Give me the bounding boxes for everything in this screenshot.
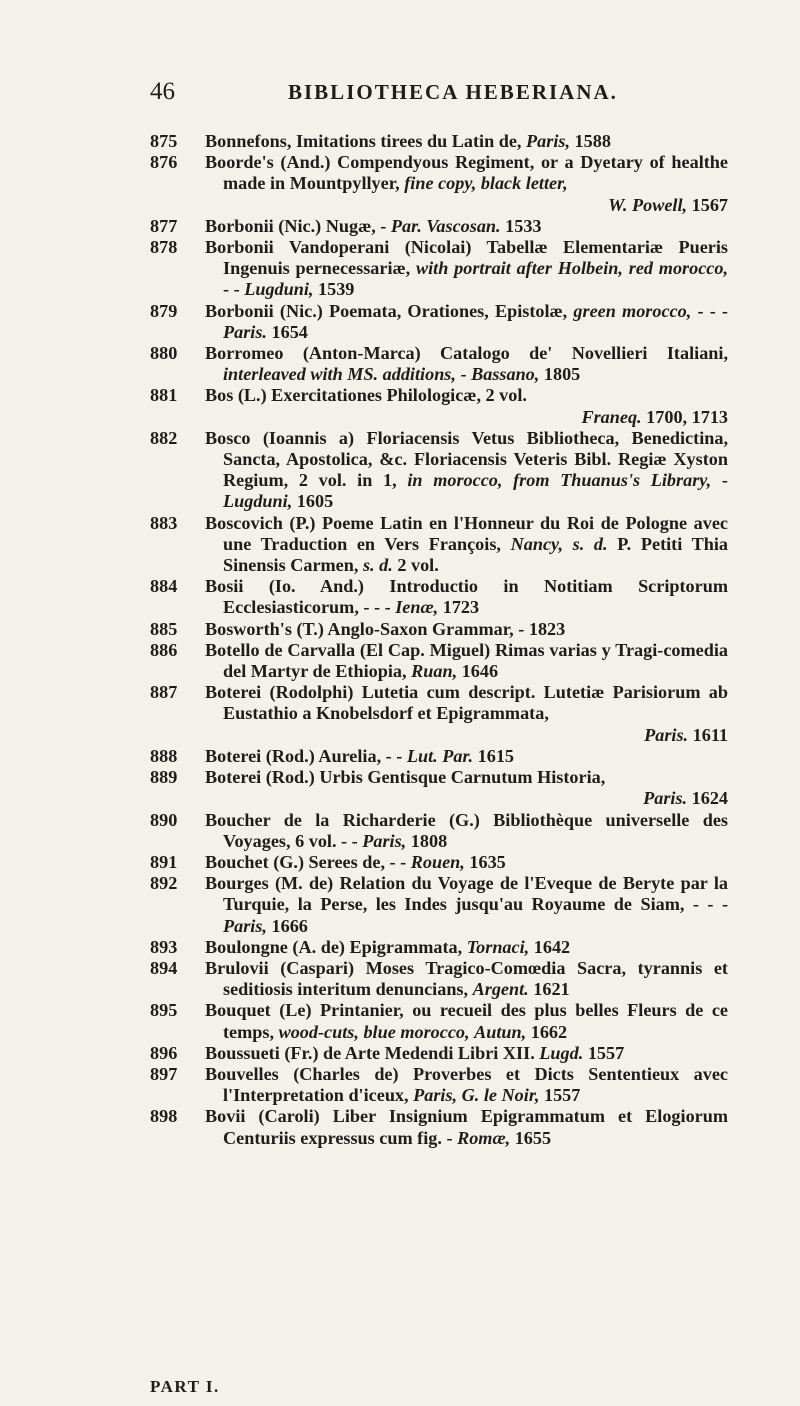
- entry-italic-text: Ruan,: [411, 661, 458, 682]
- entry-number: 893: [150, 936, 178, 957]
- catalogue-entry: [150, 958, 728, 1000]
- entry-text-run: 1635: [464, 851, 506, 872]
- catalogue-entry: [150, 576, 728, 618]
- entry-text: [205, 852, 728, 873]
- entry-text-run: Bonnefons, Imitations tirees du Latin de,: [205, 131, 527, 151]
- entry-number: 887: [150, 682, 178, 703]
- entry-text-run: 1557: [539, 1085, 581, 1106]
- entry-italic-text: fine copy, black letter,: [404, 173, 568, 194]
- entry-text-run: Bosworth's (T.) Anglo-Saxon Grammar, - 1823: [205, 618, 566, 639]
- catalogue-entries: [150, 131, 728, 1149]
- catalogue-entry: [150, 343, 728, 385]
- entry-text: [205, 513, 728, 577]
- entry-text: [205, 640, 728, 682]
- entry-number: 883: [150, 512, 178, 533]
- entry-italic-text: Paris.: [643, 788, 688, 809]
- entry-text-run: Brulovii (Caspari) Moses Tragico-Comœdia Sacra, tyrannis et seditiosis interitum denuncians,: [205, 957, 728, 1000]
- entry-text: [205, 873, 728, 937]
- entry-italic-text: Par. Vascosan.: [390, 215, 501, 236]
- running-head: [150, 78, 720, 112]
- catalogue-entry: [150, 682, 728, 746]
- entry-text-run: Bos (L.) Exercitationes Philologicæ, 2 vol.: [205, 385, 527, 406]
- entry-text-run: Bourges (M. de) Relation du Voyage de l'Eveque de Beryte par la Turquie, la Perse, les Indes jusqu'au Royaume de Siam, - - -: [205, 873, 728, 915]
- entry-text-run: Boucher de la Richarderie (G.) Bibliothèque universelle des Voyages, 6 vol. - -: [205, 809, 728, 851]
- entry-text-run: 1646: [457, 661, 499, 682]
- entry-text-run: P. Petiti Thia Sinensis Carmen,: [223, 533, 729, 576]
- entry-text: [205, 237, 728, 301]
- catalogue-entry: [150, 152, 728, 216]
- entry-number: 894: [150, 957, 178, 978]
- entry-text: [205, 1043, 728, 1064]
- entry-text: [205, 343, 728, 385]
- entry-number: 881: [150, 385, 178, 406]
- entry-text-run: Boussueti (Fr.) de Arte Medendi Libri XII.: [205, 1042, 540, 1063]
- entry-italic-text: Paris,: [526, 131, 570, 151]
- entry-text: [205, 576, 728, 618]
- entry-text: [205, 216, 728, 237]
- entry-italic-text: Tornaci,: [466, 936, 530, 957]
- catalogue-entry: [150, 513, 728, 577]
- entry-number: 886: [150, 639, 178, 660]
- entry-number: 885: [150, 618, 178, 639]
- entry-number: 892: [150, 873, 178, 894]
- entry-text-run: Borromeo (Anton-Marca) Catalogo de' Novellieri Italiani,: [205, 343, 728, 364]
- entry-italic-text: wood-cuts, blue morocco,: [278, 1021, 470, 1042]
- entry-italic-text: Paris.: [223, 321, 267, 342]
- catalogue-entry: [150, 767, 728, 809]
- entry-text-run: Borbonii (Nic.) Nugæ, -: [205, 215, 391, 236]
- entry-text-run: Boterei (Rodolphi) Lutetia cum descript. Lutetiæ Parisiorum ab Eustathio a Knobelsdorf et Epigrammata,: [205, 682, 728, 724]
- entry-number: 876: [150, 152, 178, 173]
- catalogue-entry: [150, 216, 728, 237]
- entry-text-run: Boterei (Rod.) Aurelia, - -: [205, 745, 407, 766]
- entry-text-run: 1654: [266, 321, 308, 342]
- entry-text-run: Bosco (Ioannis a) Floriacensis Vetus Bibliotheca, Benedictina, Sancta, Apostolica, &c. Floriacensis Veteris Bibl. Regiæ Xyston Regium, 2 vol. in 1,: [205, 427, 728, 491]
- entry-text-run: 1700, 1713: [641, 406, 728, 427]
- catalogue-entry: [150, 619, 728, 640]
- entry-italic-text: Argent.: [472, 979, 529, 1000]
- entry-text-run: 1533: [500, 215, 542, 236]
- entry-italic-text: Paris.: [644, 724, 689, 745]
- entry-text: [205, 428, 728, 513]
- entry-italic-text: Lugduni,: [244, 279, 314, 300]
- entry-number: 888: [150, 745, 178, 766]
- entry-text-run: 1666: [266, 915, 308, 936]
- entry-italic-text: Franeq.: [581, 406, 642, 427]
- entry-text-run: 1655: [510, 1127, 552, 1148]
- entry-italic-text: Rouen,: [410, 851, 465, 872]
- entry-text: [205, 682, 728, 746]
- entry-italic-text: Paris,: [362, 830, 407, 851]
- entry-italic-text: Ienæ,: [395, 597, 439, 618]
- entry-text-run: 1624: [687, 788, 728, 809]
- catalogue-entry: [150, 873, 728, 937]
- entry-text-run: 1539: [313, 279, 355, 300]
- entry-italic-text: Lugd.: [539, 1042, 584, 1063]
- entry-text-run: Boterei (Rod.) Urbis Gentisque Carnutum Historia,: [205, 767, 606, 788]
- catalogue-entry: [150, 131, 728, 152]
- entry-text-run: Bovii (Caroli) Liber Insignium Epigrammatum et Elogiorum Centuriis expressus cum fig. -: [205, 1106, 728, 1148]
- entry-italic-text: with portrait after Holbein, red morocco,: [416, 258, 728, 279]
- entry-text-run: 2 vol.: [392, 555, 439, 576]
- entry-imprint: [223, 407, 728, 428]
- entry-text-run: -: [455, 364, 472, 385]
- entry-text-run: Borbonii Vandoperani (Nicolai) Tabellæ Elementariæ Pueris Ingenuis pernecessariæ,: [205, 237, 728, 279]
- entry-text-run: 1662: [526, 1021, 568, 1042]
- entry-italic-text: Paris,: [223, 915, 267, 936]
- entry-number: 895: [150, 1000, 178, 1021]
- entry-text: [205, 131, 728, 152]
- catalogue-entry: [150, 1000, 728, 1042]
- entry-italic-text: Nancy, s. d.: [510, 533, 608, 554]
- entry-number: 884: [150, 576, 178, 597]
- entry-text-run: Bouvelles (Charles de) Proverbes et Dicts Sententieux avec l'Interpretation d'iceux,: [205, 1063, 728, 1106]
- signature-mark: PART I.: [150, 1377, 220, 1396]
- entry-text-run: -: [711, 470, 728, 491]
- entry-text-run: Boorde's (And.) Compendyous Regiment, or a Dyetary of healthe made in Mountpyllyer,: [205, 152, 728, 194]
- entry-text-run: Bouquet (Le) Printanier, ou recueil des plus belles Fleurs de ce temps,: [205, 1000, 728, 1042]
- entry-text: [205, 301, 728, 343]
- catalogue-entry: [150, 746, 728, 767]
- entry-imprint: [223, 725, 728, 746]
- entry-number: 880: [150, 343, 178, 364]
- running-title: BIBLIOTHECA HEBERIANA.: [288, 80, 618, 104]
- entry-italic-text: s. d.: [362, 555, 393, 576]
- entry-text: [205, 767, 728, 809]
- entry-text-run: 1611: [688, 724, 728, 745]
- entry-italic-text: green morocco,: [573, 300, 692, 321]
- catalogue-entry: [150, 428, 728, 513]
- catalogue-entry: [150, 852, 728, 873]
- entry-text-run: 1808: [406, 830, 448, 851]
- entry-text-run: 1557: [583, 1042, 625, 1063]
- entry-text-run: Bosii (Io. And.) Introductio in Notitiam Scriptorum Ecclesiasticorum, - - -: [205, 576, 728, 618]
- entry-text-run: Bouchet (G.) Serees de, - -: [205, 851, 411, 872]
- page-number: 46: [150, 78, 175, 105]
- entry-text-run: Boulongne (A. de) Epigrammata,: [205, 936, 467, 957]
- entry-text: [205, 1000, 728, 1042]
- catalogue-entry: [150, 937, 728, 958]
- entry-text-run: 1642: [529, 936, 571, 957]
- entry-italic-text: Bassano,: [471, 364, 540, 385]
- entry-text: [205, 152, 728, 216]
- entry-number: 878: [150, 237, 178, 258]
- entry-imprint: [223, 788, 728, 809]
- entry-text-run: 1621: [528, 979, 570, 1000]
- entry-text-run: 1615: [473, 745, 515, 766]
- entry-text-run: 1723: [438, 597, 480, 618]
- entry-text: [205, 810, 728, 852]
- entry-italic-text: Romæ,: [457, 1127, 511, 1148]
- entry-number: 891: [150, 851, 178, 872]
- entry-text-run: Borbonii (Nic.) Poemata, Orationes, Epistolæ,: [205, 300, 574, 321]
- entry-text: [205, 1064, 728, 1106]
- entry-text-run: 1805: [539, 364, 581, 385]
- catalogue-entry: [150, 301, 728, 343]
- entry-number: 882: [150, 427, 178, 448]
- entry-text: [205, 385, 728, 427]
- entry-number: 890: [150, 809, 178, 830]
- entry-text-run: - -: [223, 279, 245, 300]
- catalogue-entry: [150, 385, 728, 427]
- entry-imprint: [223, 195, 728, 216]
- entry-number: 877: [150, 215, 178, 236]
- entry-italic-text: W. Powell,: [608, 194, 688, 215]
- catalogue-entry: [150, 1043, 728, 1064]
- entry-italic-text: Paris, G. le Noir,: [413, 1085, 540, 1106]
- catalogue-entry: [150, 640, 728, 682]
- entry-text: [205, 1106, 728, 1148]
- entry-text-run: 1588: [570, 131, 611, 151]
- entry-italic-text: interleaved with MS. additions,: [223, 364, 456, 385]
- entry-italic-text: in morocco, from Thuanus's Library,: [407, 470, 712, 491]
- entry-number: 875: [150, 131, 178, 151]
- entry-text-run: 1605: [292, 491, 334, 512]
- entry-text-run: Boscovich (P.) Poeme Latin en l'Honneur du Roi de Pologne avec une Traduction en Vers François,: [205, 512, 728, 554]
- entry-number: 898: [150, 1106, 178, 1127]
- entry-text: [205, 958, 728, 1000]
- entry-italic-text: Lut. Par.: [406, 745, 474, 766]
- catalogue-entry: [150, 1064, 728, 1106]
- entry-text: [205, 746, 728, 767]
- entry-italic-text: Autun,: [474, 1021, 527, 1042]
- entry-text: [205, 937, 728, 958]
- entry-text-run: 1567: [687, 194, 728, 215]
- entry-number: 897: [150, 1063, 178, 1084]
- entry-text-run: Botello de Carvalla (El Cap. Miguel) Rimas varias y Tragi-comedia del Martyr de Ethiopia,: [205, 639, 728, 682]
- entry-text-run: - - -: [691, 300, 728, 321]
- entry-text: [205, 619, 728, 640]
- entry-number: 889: [150, 767, 178, 788]
- entry-italic-text: Lugduni,: [223, 491, 293, 512]
- catalogue-entry: [150, 237, 728, 301]
- entry-number: 896: [150, 1042, 178, 1063]
- catalogue-entry: [150, 810, 728, 852]
- entry-number: 879: [150, 300, 178, 321]
- catalogue-entry: [150, 1106, 728, 1148]
